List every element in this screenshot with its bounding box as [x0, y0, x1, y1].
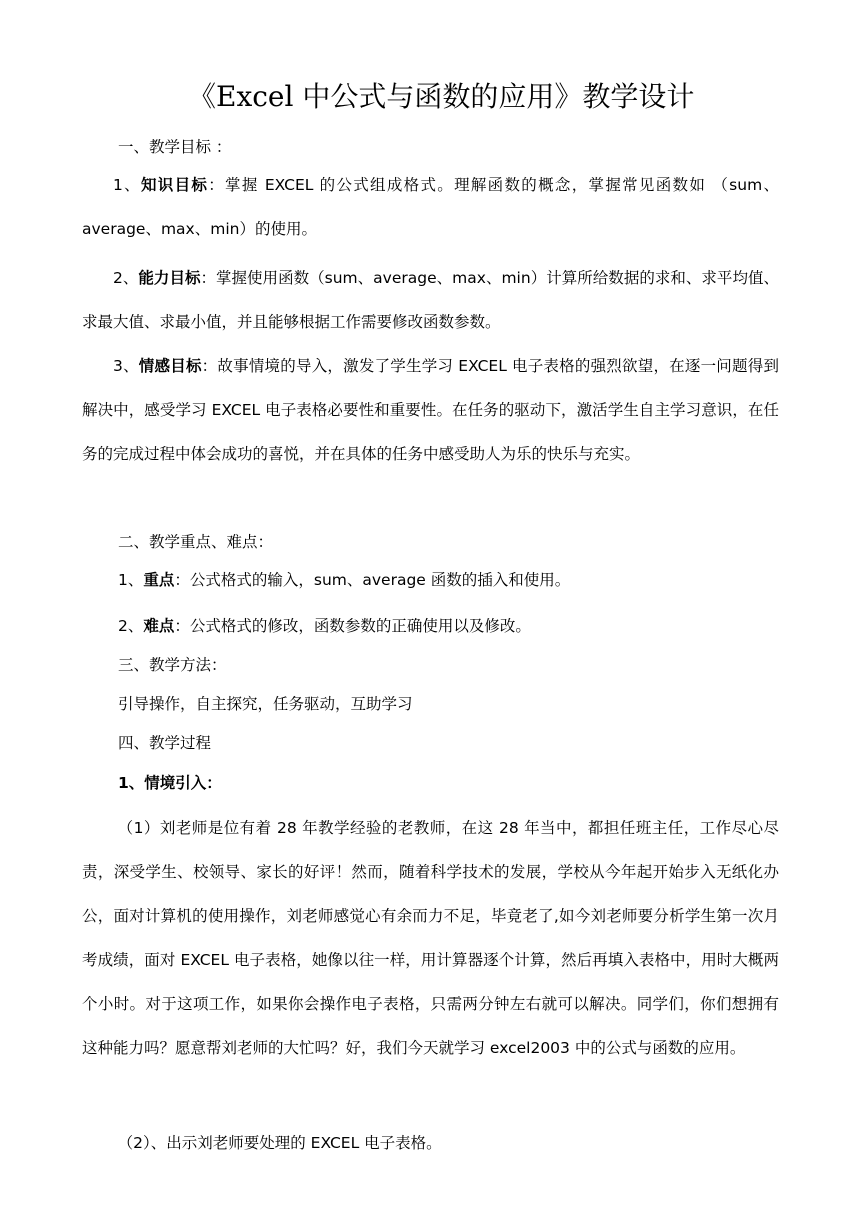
- goal-emotion-text: ：故事情境的导入，激发了学生学习 EXCEL 电子表格的强烈欲望，在逐一问题得到解决中，感受学习 EXCEL 电子表格必要性和重要性。在任务的驱动下，激活学生自主学习意识，在任务的完成过程中体会成功的喜悦，并在具体的任务中感受助人为乐的快乐与充实。: [82, 357, 779, 463]
- step-scenario-heading: 1、情境引入：: [118, 774, 222, 792]
- goal-emotion-paragraph: [82, 344, 779, 476]
- goal-emotion-label: 情感目标: [138, 357, 202, 375]
- goal-ability-paragraph: [82, 256, 779, 344]
- key-point-number: 1、: [118, 571, 144, 589]
- document-title: 《Excel 中公式与函数的应用》教学设计: [188, 80, 695, 113]
- key-point-line: [118, 568, 570, 592]
- difficult-point-line: [118, 614, 531, 638]
- section-methods-heading: 三、教学方法：: [118, 656, 227, 674]
- section-process-heading: 四、教学过程: [118, 734, 212, 752]
- key-point-label: 重点: [143, 571, 175, 589]
- difficult-point-label: 难点: [143, 617, 175, 635]
- goal-knowledge-paragraph: [82, 163, 779, 251]
- methods-text: 引导操作，自主探究，任务驱动，互助学习: [118, 695, 413, 713]
- section-key-points-heading: 二、教学重点、难点：: [118, 533, 274, 551]
- section-teaching-goals-heading: 一、教学目标 ：: [118, 138, 232, 156]
- goal-ability-label: 能力目标: [138, 269, 201, 287]
- difficult-point-text: ：公式格式的修改，函数参数的正确使用以及修改。: [174, 617, 531, 635]
- key-point-text: ：公式格式的输入，sum、average 函数的插入和使用。: [174, 571, 571, 589]
- goal-knowledge-text: ：掌握 EXCEL 的公式组成格式。理解函数的概念，掌握常见函数如 （sum、average、max、min）的使用。: [82, 176, 779, 238]
- goal-emotion-number: 3、: [113, 357, 139, 375]
- goal-knowledge-number: 1、: [113, 176, 141, 194]
- goal-ability-text: ：掌握使用函数（sum、average、max、min）计算所给数据的求和、求平均值、求最大值、求最小值，并且能够根据工作需要修改函数参数。: [82, 269, 779, 331]
- intro-story-paragraph: （1）刘老师是位有着 28 年教学经验的老教师，在这 28 年当中，都担任班主任，工作尽心尽责，深受学生、校领导、家长的好评！然而，随着科学技术的发展，学校从今年起开始步入无纸化办公，面对计算机的使用操作，刘老师感觉心有余而力不足，毕竟老了,如今刘老师要分析学生第一次月考成绩，面对 EXCEL 电子表格，她像以往一样，用计算器逐个计算，然后再填入表格中，用时大概两个小时。对于这项工作，如果你会操作电子表格，只需两分钟左右就可以解决。同学们，你们想拥有这种能力吗？愿意帮刘老师的大忙吗？好，我们今天就学习 excel2003 中的公式与函数的应用。: [82, 819, 779, 1057]
- intro-show-table-paragraph: （2）、出示刘老师要处理的 EXCEL 电子表格。: [117, 1134, 442, 1152]
- difficult-point-number: 2、: [118, 617, 144, 635]
- goal-knowledge-label: 知识目标: [140, 176, 209, 194]
- goal-ability-number: 2、: [113, 269, 139, 287]
